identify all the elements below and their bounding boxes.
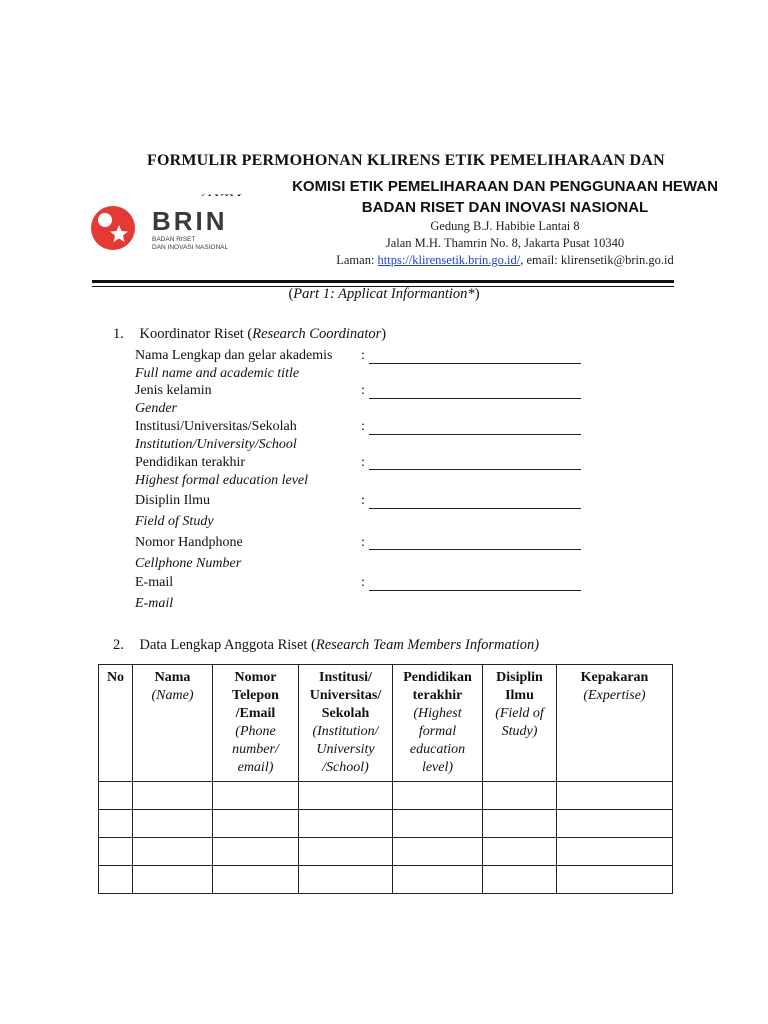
brin-logo-mark [88,196,248,260]
col-field-label: Disiplin Ilmu [496,670,543,703]
street-address: Jalan M.H. Thamrin No. 8, Jakarta Pusat 10340 [385,236,625,250]
section1-title: Koordinator Riset ( [139,326,253,342]
section2-heading [113,637,539,654]
gender-colon: : [361,383,365,398]
logo-sub1: BADAN RISET [152,236,196,243]
full-name-field[interactable] [369,363,581,364]
logo-circle [91,206,135,250]
committee-name: KOMISI ETIK PEMELIHARAAN DAN PENGGUNAAN HEWAN [292,178,718,195]
education-label-en: Highest formal education level [135,473,309,488]
table-cell[interactable] [99,782,133,810]
letterhead [245,176,765,269]
col-no-header [99,665,133,782]
gender-label-en: Gender [135,401,177,416]
table-cell[interactable] [213,838,299,866]
email-label-en: E-mail [135,596,174,611]
full-name-label-en: Full name and academic title [135,366,300,381]
part1-close: ) [474,286,480,302]
table-cell[interactable] [393,810,483,838]
phone-label-en: Cellphone Number [135,556,242,571]
table-cell[interactable] [213,782,299,810]
section2-number: 2. [113,637,124,653]
table-cell[interactable] [133,866,213,894]
col-expertise-header [557,665,673,782]
table-cell[interactable] [483,838,557,866]
table-cell[interactable] [557,782,673,810]
phone-colon: : [361,535,365,550]
institution-colon: : [361,419,365,434]
building-address: Gedung B.J. Habibie Lantai 8 [430,219,580,233]
header-divider-thick [92,280,674,283]
part1-open: ( [288,286,294,302]
table-cell[interactable] [99,810,133,838]
email-colon: : [361,575,365,590]
col-name-label: Nama [154,670,191,685]
table-header-row [99,665,673,782]
col-name-header [133,665,213,782]
col-phone-email-label-en: (Phone number/ email) [232,724,279,775]
field-of-study-label-en: Field of Study [135,514,214,529]
site-prefix: Laman: [336,253,378,267]
table-cell[interactable] [483,782,557,810]
logo-wordmark: BRIN [152,206,228,236]
table-cell[interactable] [133,838,213,866]
logo-dot [98,213,112,227]
table-row [99,866,673,894]
table-cell[interactable] [299,782,393,810]
team-members-table [98,664,673,894]
table-cell[interactable] [557,838,673,866]
full-name-label: Nama Lengkap dan gelar akademis [135,348,333,363]
table-cell[interactable] [299,866,393,894]
table-cell[interactable] [393,782,483,810]
col-education-label-en: (Highest formal education level) [409,706,466,775]
table-row [99,782,673,810]
website-link[interactable]: https://klirensetik.brin.go.id/ [377,253,521,267]
email-label: E-mail [135,575,174,590]
table-cell[interactable] [213,866,299,894]
institution-field[interactable] [369,434,581,435]
table-cell[interactable] [483,866,557,894]
agency-name: BADAN RISET DAN INOVASI NASIONAL [361,199,649,216]
part1-label: Part 1: Applicat Informantion* [293,286,475,302]
section1-heading [113,326,386,343]
table-cell[interactable] [557,866,673,894]
table-cell[interactable] [557,810,673,838]
table-row [99,838,673,866]
education-colon: : [361,455,365,470]
brin-logo [88,196,248,260]
col-name-label-en: (Name) [151,688,194,703]
email-field[interactable] [369,590,581,591]
table-row [99,810,673,838]
col-field-label-en: (Field of Study) [495,706,544,739]
col-no-label: No [106,670,125,685]
table-cell[interactable] [133,782,213,810]
table-cell[interactable] [213,810,299,838]
col-institution-label: Institusi/ Universitas/ Sekolah [309,670,382,721]
col-expertise-label-en: (Expertise) [583,688,646,703]
section1-number: 1. [113,326,124,342]
education-label: Pendidikan terakhir [135,455,246,470]
part1-heading [0,286,768,303]
logo-sub2: DAN INOVASI NASIONAL [152,244,229,251]
col-field-header [483,665,557,782]
institution-label-en: Institution/University/School [135,437,297,452]
gender-field[interactable] [369,398,581,399]
full-name-colon: : [361,348,365,363]
col-expertise-label: Kepakaran [580,670,649,685]
col-phone-email-label: Nomor Telepon /Email [232,670,279,721]
table-cell[interactable] [133,810,213,838]
form-title-line1: FORMULIR PERMOHONAN KLIRENS ETIK PEMELIHARAAN DAN [147,152,665,169]
col-phone-email-header [213,665,299,782]
field-of-study-colon: : [361,493,365,508]
table-cell[interactable] [299,838,393,866]
section1-title-close: ) [381,326,387,342]
section1-title-en: Research Coordinator [252,326,382,342]
table-cell[interactable] [299,810,393,838]
table-cell[interactable] [393,838,483,866]
col-institution-label-en: (Institution/ University /School) [312,724,379,775]
col-institution-header [299,665,393,782]
table-cell[interactable] [483,810,557,838]
contact-line [245,252,765,269]
phone-field[interactable] [369,549,581,550]
table-cell[interactable] [99,838,133,866]
col-education-header [393,665,483,782]
education-field[interactable] [369,469,581,470]
field-of-study-field[interactable] [369,508,581,509]
field-of-study-label: Disiplin Ilmu [135,493,211,508]
table-cell[interactable] [393,866,483,894]
section2-title-en: Research Team Members Information) [315,637,540,653]
table-cell[interactable] [99,866,133,894]
section2-title: Data Lengkap Anggota Riset ( [139,637,316,653]
institution-label: Institusi/Universitas/Sekolah [135,419,297,434]
col-education-label: Pendidikan terakhir [403,670,472,703]
gender-label: Jenis kelamin [135,383,212,398]
phone-label: Nomor Handphone [135,535,243,550]
email-text: , email: klirensetik@brin.go.id [520,253,674,267]
